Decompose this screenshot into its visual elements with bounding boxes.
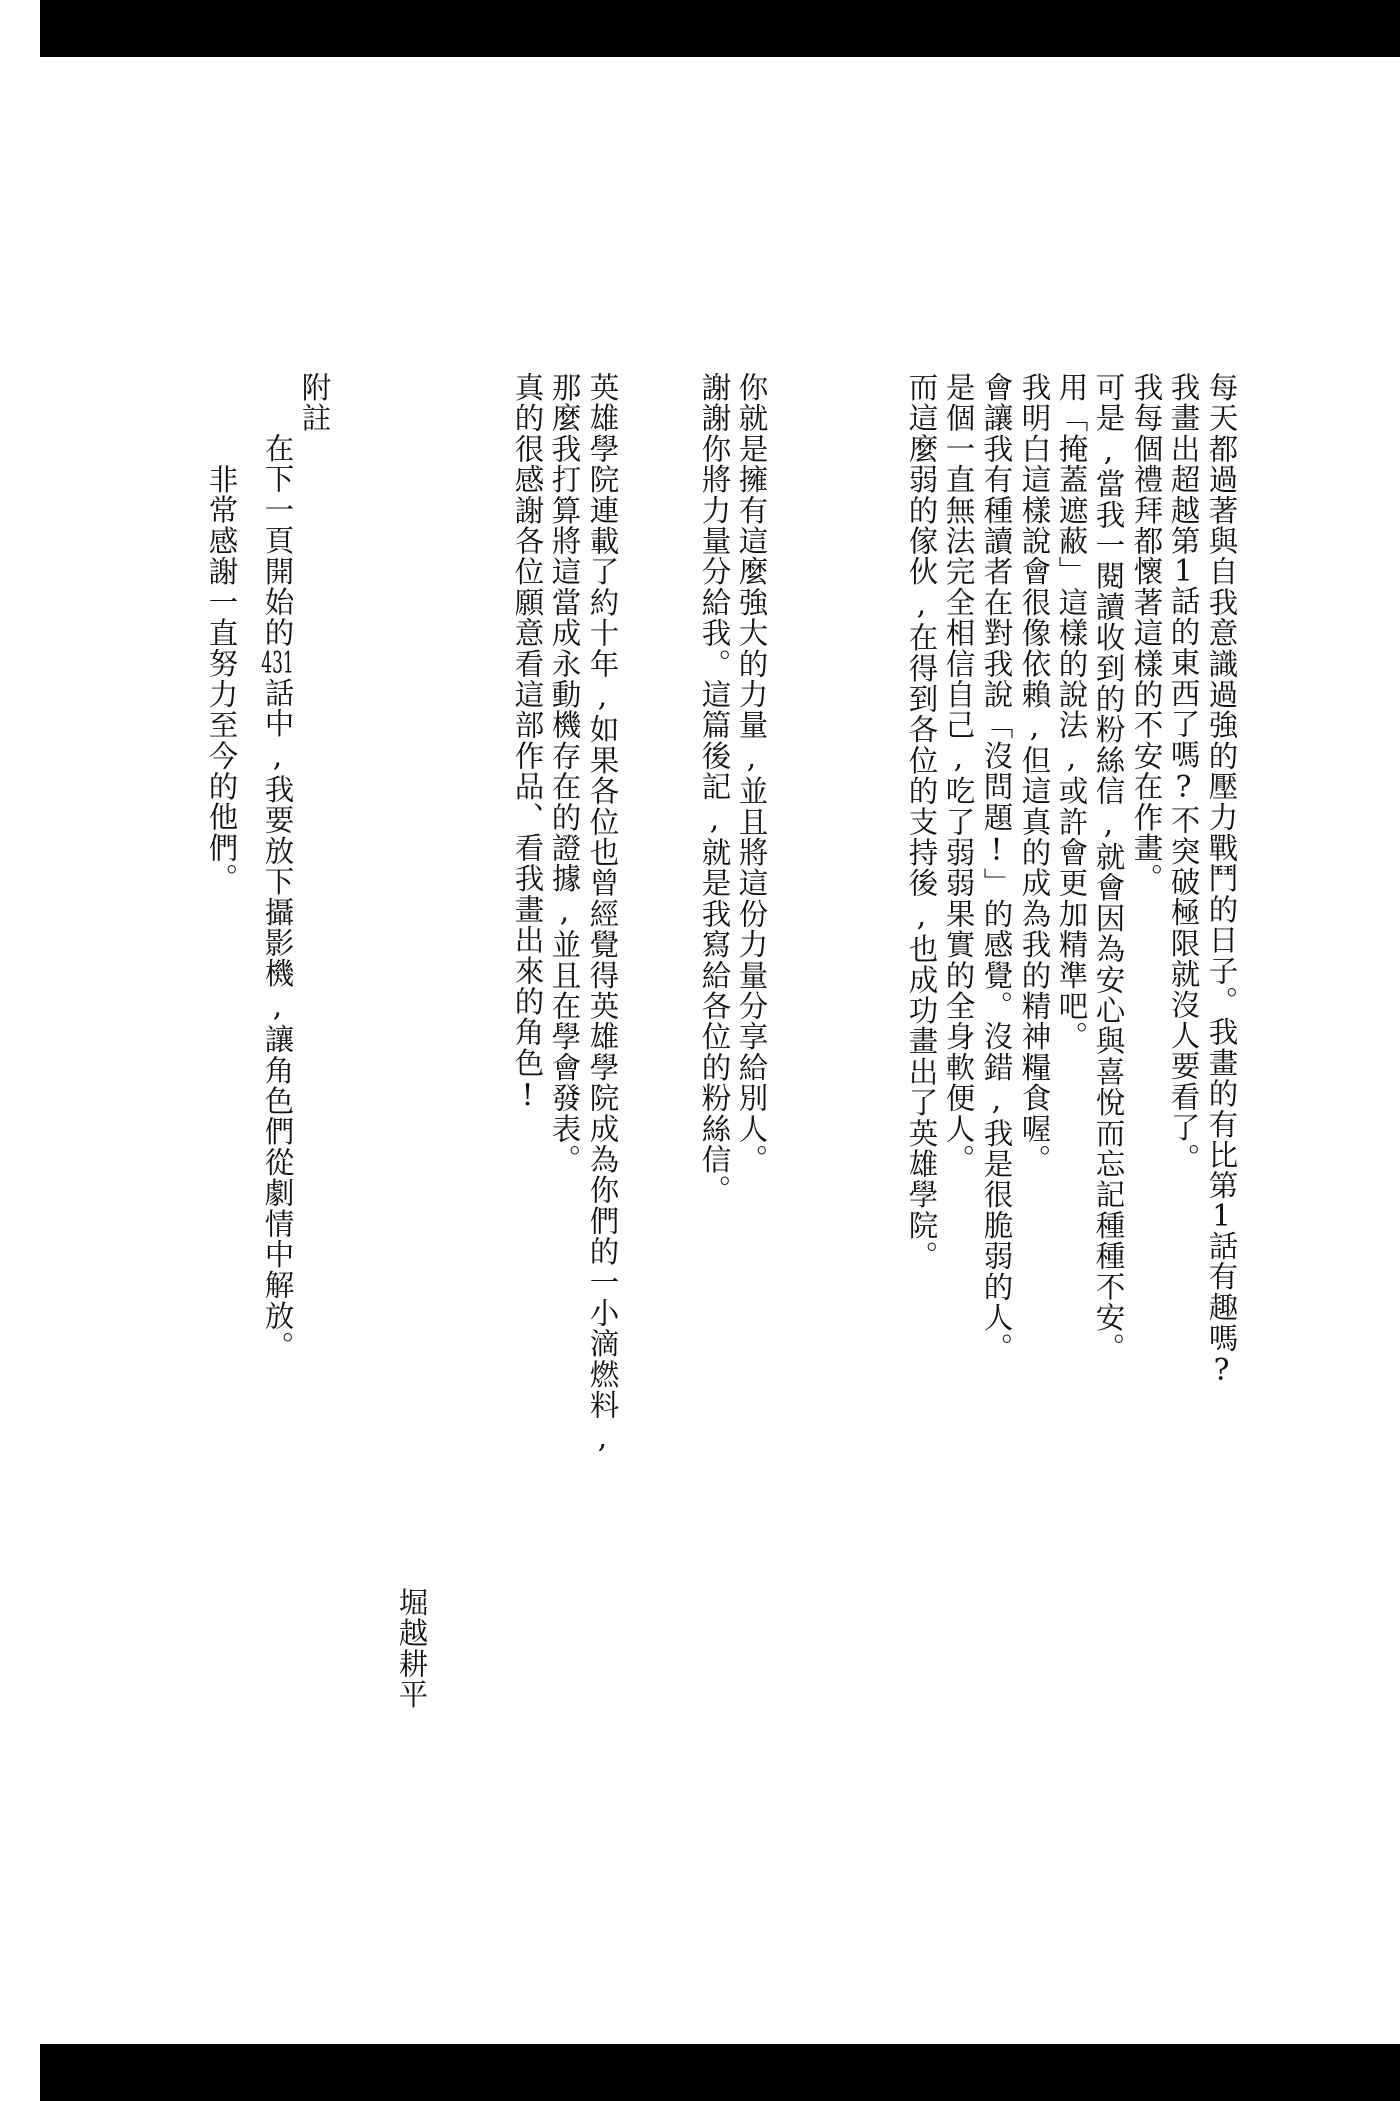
text-column: 非常感謝一直努力至今的他們。 [204,464,239,894]
text-column: 可是,當我一閱讀收到的粉絲信,就會因為安心與喜悅而忘記種種不安。 [1091,372,1126,1364]
author-name: 堀越耕平 [394,1587,429,1710]
text-column: 真的很感謝各位願意看這部作品、看我畫出來的角色! [510,372,545,1114]
text-column: 我畫出超越第1話的東西了嗎?不突破極限就沒人要看了。 [1166,372,1201,1174]
text-column: 在下一頁開始的431話中,我要放下攝影機,讓角色們從劇情中解放。 [260,433,295,1362]
text-column: 每天都過著與自我意識過強的壓力戰鬥的日子。我畫的有比第1話有趣嗎? [1204,372,1239,1389]
bottom-black-bar [40,2044,1400,2101]
text-column: 會讓我有種讀者在對我說「沒問題!」的感覺。沒錯,我是很脆弱的人。 [979,372,1014,1364]
text-column: 是個一直無法完全相信自己,吃了弱弱果實的全身軟便人。 [941,372,976,1175]
top-black-bar [40,0,1400,57]
postscript-heading: 附註 [297,372,332,434]
text-column: 而這麼弱的傢伙,在得到各位的支持後,也成功畫出了英雄學院。 [904,372,939,1272]
text-column: 你就是擁有這麼強大的力量,並且將這份力量分享給別人。 [734,372,769,1175]
text-column: 用「掩蓋遮蔽」這樣的說法,或許會更加精準吧。 [1054,372,1089,1052]
text-column: 我每個禮拜都懷著這樣的不安在作畫。 [1129,372,1164,894]
text-column: 那麼我打算將這當成永動機存在的證據,並且在學會發表。 [547,372,582,1175]
text-column: 我明白這樣說會很像依賴,但這真的成為我的精神糧食喔。 [1017,372,1052,1175]
text-column: 謝謝你將力量分給我。這篇後記,就是我寫給各位的粉絲信。 [697,372,732,1206]
text-column: 英雄學院連載了約十年,如果各位也曾經覺得英雄學院成為你們的一小滴燃料, [585,372,620,1456]
